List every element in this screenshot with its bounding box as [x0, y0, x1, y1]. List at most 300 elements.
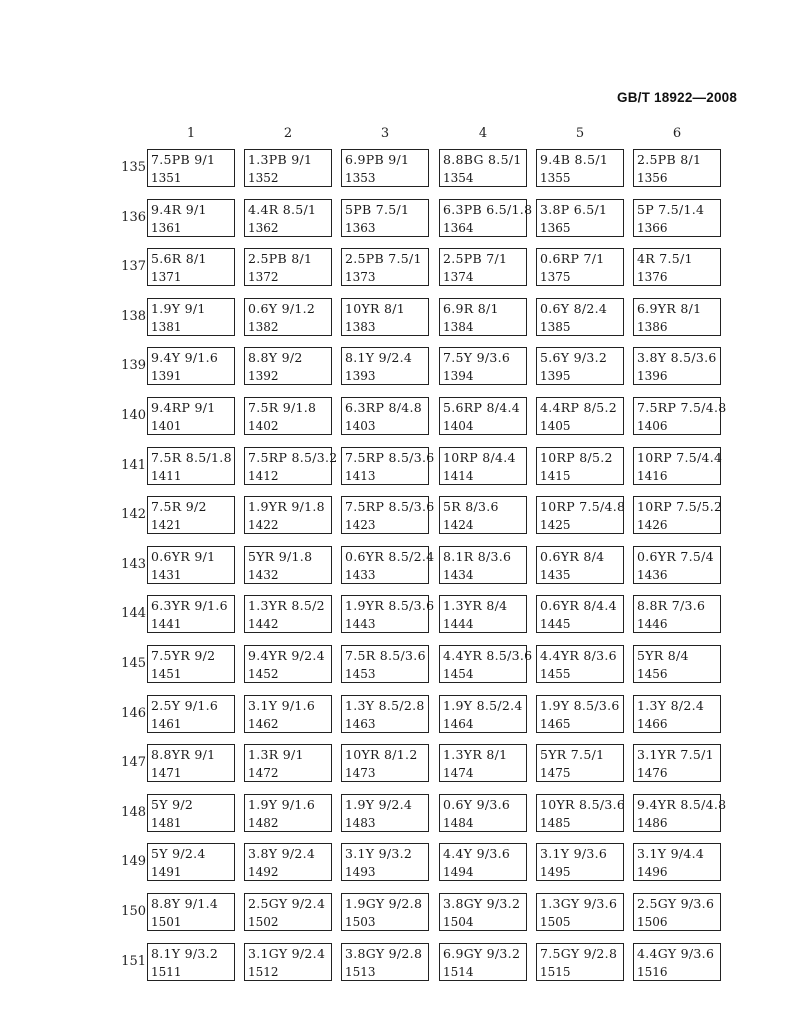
sample-code: 1445 [540, 617, 571, 631]
sample-code: 1394 [443, 369, 474, 383]
munsell-notation: 7.5R 9/2 [151, 499, 207, 514]
sample-code: 1464 [443, 717, 474, 731]
sample-code: 1382 [248, 320, 279, 334]
sample-code: 1463 [345, 717, 376, 731]
color-sample-cell [536, 595, 624, 633]
color-sample-cell [244, 397, 332, 435]
sample-code: 1414 [443, 469, 474, 483]
sample-code: 1415 [540, 469, 571, 483]
munsell-notation: 2.5PB 8/1 [248, 251, 313, 266]
color-sample-cell [244, 496, 332, 534]
munsell-notation: 6.9R 8/1 [443, 301, 499, 316]
sample-code: 1405 [540, 419, 571, 433]
munsell-notation: 3.8GY 9/2.8 [345, 946, 423, 961]
color-sample-cell [147, 595, 235, 633]
munsell-notation: 1.9Y 8.5/2.4 [443, 698, 523, 713]
column-number: 4 [478, 126, 488, 141]
sample-code: 1434 [443, 568, 474, 582]
munsell-notation: 8.8BG 8.5/1 [443, 152, 522, 167]
color-sample-cell [147, 695, 235, 733]
munsell-notation: 10RP 7.5/5.2 [637, 499, 723, 514]
sample-code: 1401 [151, 419, 182, 433]
sample-code: 1502 [248, 915, 279, 929]
sample-code: 1353 [345, 171, 376, 185]
sample-code: 1431 [151, 568, 182, 582]
color-sample-cell [536, 695, 624, 733]
munsell-notation: 9.4RP 9/1 [151, 400, 216, 415]
color-sample-cell [439, 595, 527, 633]
munsell-notation: 7.5R 9/1.8 [248, 400, 317, 415]
color-sample-cell [633, 199, 721, 237]
munsell-notation: 5YR 9/1.8 [248, 549, 313, 564]
sample-code: 1484 [443, 816, 474, 830]
munsell-notation: 3.1YR 7.5/1 [637, 747, 714, 762]
color-sample-cell [147, 546, 235, 584]
sample-code: 1365 [540, 221, 571, 235]
column-number: 2 [283, 126, 293, 141]
munsell-notation: 3.1GY 9/2.4 [248, 946, 326, 961]
color-sample-cell [439, 546, 527, 584]
munsell-notation: 8.1Y 9/2.4 [345, 350, 413, 365]
color-sample-cell [536, 794, 624, 832]
munsell-notation: 0.6YR 8/4.4 [540, 598, 617, 613]
sample-code: 1494 [443, 865, 474, 879]
row-number: 140 [121, 408, 146, 423]
munsell-notation: 6.3PB 6.5/1.8 [443, 202, 533, 217]
munsell-notation: 6.3RP 8/4.8 [345, 400, 423, 415]
sample-code: 1455 [540, 667, 571, 681]
sample-code: 1381 [151, 320, 182, 334]
color-sample-cell [439, 397, 527, 435]
sample-code: 1383 [345, 320, 376, 334]
sample-code: 1465 [540, 717, 571, 731]
color-sample-cell [147, 447, 235, 485]
color-sample-cell [147, 744, 235, 782]
row-number: 150 [121, 904, 146, 919]
munsell-notation: 10YR 8.5/3.6 [540, 797, 626, 812]
sample-code: 1416 [637, 469, 668, 483]
munsell-notation: 4.4GY 9/3.6 [637, 946, 715, 961]
color-sample-cell [633, 695, 721, 733]
munsell-notation: 10RP 8/4.4 [443, 450, 516, 465]
color-sample-cell [633, 843, 721, 881]
munsell-notation: 3.8Y 8.5/3.6 [637, 350, 717, 365]
color-sample-cell [341, 645, 429, 683]
sample-code: 1413 [345, 469, 376, 483]
color-sample-cell [244, 199, 332, 237]
munsell-notation: 0.6Y 9/1.2 [248, 301, 316, 316]
color-sample-cell [536, 149, 624, 187]
sample-code: 1362 [248, 221, 279, 235]
sample-code: 1512 [248, 965, 279, 979]
color-sample-cell [244, 298, 332, 336]
munsell-notation: 3.1Y 9/1.6 [248, 698, 316, 713]
munsell-notation: 1.9Y 9/2.4 [345, 797, 413, 812]
color-sample-cell [244, 794, 332, 832]
column-number: 6 [672, 126, 682, 141]
sample-code: 1513 [345, 965, 376, 979]
color-sample-cell [439, 199, 533, 237]
munsell-notation: 1.3Y 8/2.4 [637, 698, 705, 713]
sample-code: 1472 [248, 766, 279, 780]
sample-code: 1504 [443, 915, 474, 929]
sample-code: 1516 [637, 965, 668, 979]
munsell-notation: 7.5PB 9/1 [151, 152, 216, 167]
munsell-notation: 2.5PB 7/1 [443, 251, 508, 266]
sample-code: 1461 [151, 717, 182, 731]
munsell-notation: 3.8Y 9/2.4 [248, 846, 316, 861]
munsell-notation: 0.6RP 7/1 [540, 251, 605, 266]
color-sample-cell [147, 199, 235, 237]
sample-code: 1443 [345, 617, 376, 631]
color-sample-cell [341, 298, 429, 336]
munsell-notation: 7.5R 8.5/1.8 [151, 450, 232, 465]
sample-code: 1485 [540, 816, 571, 830]
color-sample-cell [244, 943, 332, 981]
color-sample-cell [633, 248, 721, 286]
color-sample-cell [536, 447, 624, 485]
munsell-notation: 3.8GY 9/3.2 [443, 896, 521, 911]
munsell-notation: 6.9PB 9/1 [345, 152, 410, 167]
sample-code: 1441 [151, 617, 182, 631]
color-sample-cell [147, 496, 235, 534]
color-sample-cell [536, 248, 624, 286]
sample-code: 1412 [248, 469, 279, 483]
munsell-notation: 8.8R 7/3.6 [637, 598, 706, 613]
munsell-notation: 0.6YR 7.5/4 [637, 549, 714, 564]
color-sample-cell [147, 248, 235, 286]
munsell-notation: 10RP 7.5/4.4 [637, 450, 723, 465]
munsell-notation: 3.1Y 9/3.6 [540, 846, 608, 861]
sample-code: 1403 [345, 419, 376, 433]
sample-code: 1425 [540, 518, 571, 532]
row-number: 151 [121, 954, 146, 969]
color-sample-cell [439, 843, 527, 881]
color-sample-cell [244, 546, 332, 584]
munsell-notation: 2.5Y 9/1.6 [151, 698, 219, 713]
color-sample-cell [244, 893, 332, 931]
munsell-notation: 2.5GY 9/2.4 [248, 896, 326, 911]
sample-code: 1442 [248, 617, 279, 631]
sample-code: 1351 [151, 171, 182, 185]
sample-code: 1376 [637, 270, 668, 284]
munsell-notation: 9.4R 9/1 [151, 202, 207, 217]
color-sample-cell [633, 347, 721, 385]
munsell-notation: 1.3PB 9/1 [248, 152, 313, 167]
munsell-notation: 10YR 8/1.2 [345, 747, 418, 762]
color-sample-cell [439, 943, 527, 981]
column-number: 1 [186, 126, 196, 141]
sample-code: 1474 [443, 766, 474, 780]
munsell-notation: 1.9GY 9/2.8 [345, 896, 423, 911]
sample-code: 1456 [637, 667, 668, 681]
munsell-notation: 10YR 8/1 [345, 301, 406, 316]
color-sample-cell [536, 298, 624, 336]
color-sample-cell [244, 248, 332, 286]
sample-code: 1435 [540, 568, 571, 582]
color-sample-cell [536, 199, 624, 237]
color-sample-cell [439, 248, 527, 286]
color-sample-cell [439, 744, 527, 782]
row-number: 138 [121, 309, 146, 324]
color-sample-cell [244, 744, 332, 782]
munsell-notation: 1.3R 9/1 [248, 747, 304, 762]
sample-code: 1395 [540, 369, 571, 383]
row-number: 139 [121, 358, 146, 373]
munsell-notation: 7.5GY 9/2.8 [540, 946, 618, 961]
color-sample-cell [536, 893, 624, 931]
munsell-notation: 5PB 7.5/1 [345, 202, 410, 217]
munsell-notation: 1.9YR 8.5/3.6 [345, 598, 435, 613]
munsell-notation: 6.9GY 9/3.2 [443, 946, 521, 961]
sample-code: 1492 [248, 865, 279, 879]
sample-code: 1462 [248, 717, 279, 731]
sample-code: 1372 [248, 270, 279, 284]
munsell-notation: 5.6R 8/1 [151, 251, 207, 266]
color-sample-cell [244, 843, 332, 881]
color-sample-cell [536, 496, 624, 534]
color-sample-cell [341, 744, 429, 782]
munsell-notation: 9.4YR 9/2.4 [248, 648, 325, 663]
sample-code: 1475 [540, 766, 571, 780]
sample-code: 1436 [637, 568, 668, 582]
color-sample-cell [439, 794, 527, 832]
color-sample-cell [536, 943, 624, 981]
munsell-notation: 2.5GY 9/3.6 [637, 896, 715, 911]
row-number: 137 [121, 259, 146, 274]
munsell-notation: 3.1Y 9/4.4 [637, 846, 705, 861]
color-sample-cell [633, 893, 721, 931]
sample-code: 1452 [248, 667, 279, 681]
sample-code: 1375 [540, 270, 571, 284]
color-sample-cell [633, 744, 721, 782]
color-sample-cell [244, 347, 332, 385]
sample-code: 1392 [248, 369, 279, 383]
sample-code: 1396 [637, 369, 668, 383]
sample-code: 1406 [637, 419, 668, 433]
sample-code: 1505 [540, 915, 571, 929]
column-number: 5 [575, 126, 585, 141]
color-sample-cell [633, 943, 721, 981]
sample-code: 1364 [443, 221, 474, 235]
munsell-notation: 5Y 9/2.4 [151, 846, 206, 861]
munsell-notation: 1.9Y 9/1 [151, 301, 206, 316]
sample-code: 1482 [248, 816, 279, 830]
munsell-notation: 5Y 9/2 [151, 797, 194, 812]
sample-code: 1422 [248, 518, 279, 532]
color-sample-cell [439, 695, 527, 733]
color-sample-cell [147, 794, 235, 832]
color-sample-cell [147, 397, 235, 435]
sample-code: 1476 [637, 766, 668, 780]
munsell-notation: 7.5Y 9/3.6 [443, 350, 511, 365]
row-number: 135 [121, 160, 146, 175]
color-sample-cell [439, 645, 533, 683]
munsell-notation: 7.5RP 7.5/4.8 [637, 400, 727, 415]
munsell-notation: 8.1R 8/3.6 [443, 549, 512, 564]
color-sample-cell [341, 695, 429, 733]
row-number: 142 [121, 507, 146, 522]
row-number: 144 [121, 606, 146, 621]
color-sample-cell [341, 149, 429, 187]
color-sample-cell [244, 447, 338, 485]
sample-code: 1384 [443, 320, 474, 334]
sample-code: 1393 [345, 369, 376, 383]
munsell-notation: 8.1Y 9/3.2 [151, 946, 219, 961]
sample-code: 1471 [151, 766, 182, 780]
sample-code: 1361 [151, 221, 182, 235]
sample-code: 1491 [151, 865, 182, 879]
color-sample-cell [147, 298, 235, 336]
color-sample-cell [536, 546, 624, 584]
color-sample-cell [341, 447, 435, 485]
munsell-notation: 7.5YR 9/2 [151, 648, 216, 663]
color-sample-cell [439, 298, 527, 336]
sample-code: 1356 [637, 171, 668, 185]
color-sample-cell [341, 943, 429, 981]
sample-code: 1404 [443, 419, 474, 433]
color-sample-cell [147, 893, 235, 931]
sample-code: 1391 [151, 369, 182, 383]
munsell-notation: 0.6YR 8/4 [540, 549, 605, 564]
color-sample-cell [244, 595, 332, 633]
sample-code: 1423 [345, 518, 376, 532]
munsell-notation: 10RP 8/5.2 [540, 450, 613, 465]
sample-code: 1493 [345, 865, 376, 879]
munsell-notation: 0.6YR 8.5/2.4 [345, 549, 435, 564]
sample-code: 1473 [345, 766, 376, 780]
munsell-notation: 4.4YR 8.5/3.6 [443, 648, 533, 663]
color-sample-cell [341, 595, 435, 633]
sample-code: 1446 [637, 617, 668, 631]
sample-code: 1432 [248, 568, 279, 582]
sample-code: 1371 [151, 270, 182, 284]
color-sample-cell [341, 893, 429, 931]
munsell-notation: 1.9Y 9/1.6 [248, 797, 316, 812]
munsell-notation: 1.3YR 8/1 [443, 747, 508, 762]
munsell-notation: 5.6RP 8/4.4 [443, 400, 521, 415]
sample-code: 1363 [345, 221, 376, 235]
color-sample-cell [244, 695, 332, 733]
standard-number: GB/T 18922—2008 [617, 90, 738, 105]
sample-code: 1481 [151, 816, 182, 830]
color-sample-cell [147, 149, 235, 187]
row-number: 141 [121, 458, 146, 473]
color-sample-cell [439, 149, 527, 187]
munsell-notation: 8.8Y 9/2 [248, 350, 303, 365]
color-sample-cell [633, 298, 721, 336]
munsell-notation: 5R 8/3.6 [443, 499, 499, 514]
sample-code: 1374 [443, 270, 474, 284]
sample-code: 1466 [637, 717, 668, 731]
munsell-notation: 5YR 7.5/1 [540, 747, 605, 762]
row-number: 146 [121, 706, 146, 721]
munsell-notation: 5YR 8/4 [637, 648, 689, 663]
munsell-notation: 5P 7.5/1.4 [637, 202, 705, 217]
munsell-notation: 4.4Y 9/3.6 [443, 846, 511, 861]
color-sample-cell [147, 645, 235, 683]
color-sample-cell [633, 645, 721, 683]
sample-code: 1354 [443, 171, 474, 185]
row-number: 136 [121, 210, 146, 225]
sample-code: 1511 [151, 965, 182, 979]
munsell-notation: 6.9YR 8/1 [637, 301, 702, 316]
munsell-notation: 4R 7.5/1 [637, 251, 693, 266]
color-sample-cell [633, 794, 727, 832]
munsell-notation: 7.5RP 8.5/3.6 [345, 499, 435, 514]
munsell-notation: 4.4R 8.5/1 [248, 202, 317, 217]
color-sample-cell [341, 546, 435, 584]
munsell-notation: 4.4RP 8/5.2 [540, 400, 618, 415]
munsell-notation: 3.8P 6.5/1 [540, 202, 608, 217]
color-sample-cell [633, 546, 721, 584]
sample-code: 1444 [443, 617, 474, 631]
munsell-notation: 6.3YR 9/1.6 [151, 598, 228, 613]
row-number: 149 [121, 854, 146, 869]
munsell-notation: 1.3YR 8.5/2 [248, 598, 325, 613]
munsell-notation: 4.4YR 8/3.6 [540, 648, 617, 663]
sample-code: 1366 [637, 221, 668, 235]
color-sample-cell [633, 447, 721, 485]
sample-code: 1426 [637, 518, 668, 532]
sample-code: 1515 [540, 965, 571, 979]
sample-code: 1373 [345, 270, 376, 284]
sample-code: 1355 [540, 171, 571, 185]
munsell-notation: 8.8YR 9/1 [151, 747, 216, 762]
row-number: 143 [121, 557, 146, 572]
sample-code: 1514 [443, 965, 474, 979]
color-sample-cell [439, 893, 527, 931]
color-sample-cell [341, 843, 429, 881]
color-sample-cell [536, 397, 624, 435]
munsell-notation: 0.6Y 8/2.4 [540, 301, 608, 316]
sample-code: 1451 [151, 667, 182, 681]
sample-code: 1501 [151, 915, 182, 929]
munsell-notation: 9.4Y 9/1.6 [151, 350, 219, 365]
color-sample-cell [439, 496, 527, 534]
color-sample-cell [341, 496, 435, 534]
color-sample-cell [147, 843, 235, 881]
color-sample-cell [536, 645, 624, 683]
color-sample-cell [536, 347, 624, 385]
sample-code: 1503 [345, 915, 376, 929]
munsell-notation: 8.8Y 9/1.4 [151, 896, 219, 911]
sample-code: 1411 [151, 469, 182, 483]
sample-code: 1424 [443, 518, 474, 532]
munsell-notation: 1.9YR 9/1.8 [248, 499, 325, 514]
color-sample-cell [147, 347, 235, 385]
sample-code: 1402 [248, 419, 279, 433]
color-sample-cell [633, 595, 721, 633]
munsell-notation: 1.3YR 8/4 [443, 598, 508, 613]
color-sample-cell [341, 347, 429, 385]
munsell-notation: 2.5PB 7.5/1 [345, 251, 422, 266]
row-number: 145 [121, 656, 146, 671]
color-sample-cell [633, 496, 721, 534]
sample-code: 1352 [248, 171, 279, 185]
munsell-notation: 7.5RP 8.5/3.2 [248, 450, 338, 465]
color-sample-cell [147, 943, 235, 981]
sample-code: 1385 [540, 320, 571, 334]
sample-code: 1453 [345, 667, 376, 681]
munsell-notation: 0.6YR 9/1 [151, 549, 216, 564]
color-sample-cell [244, 645, 332, 683]
color-sample-cell [341, 794, 429, 832]
color-sample-cell [536, 843, 624, 881]
sample-code: 1421 [151, 518, 182, 532]
sample-code: 1433 [345, 568, 376, 582]
munsell-notation: 1.3Y 8.5/2.8 [345, 698, 425, 713]
